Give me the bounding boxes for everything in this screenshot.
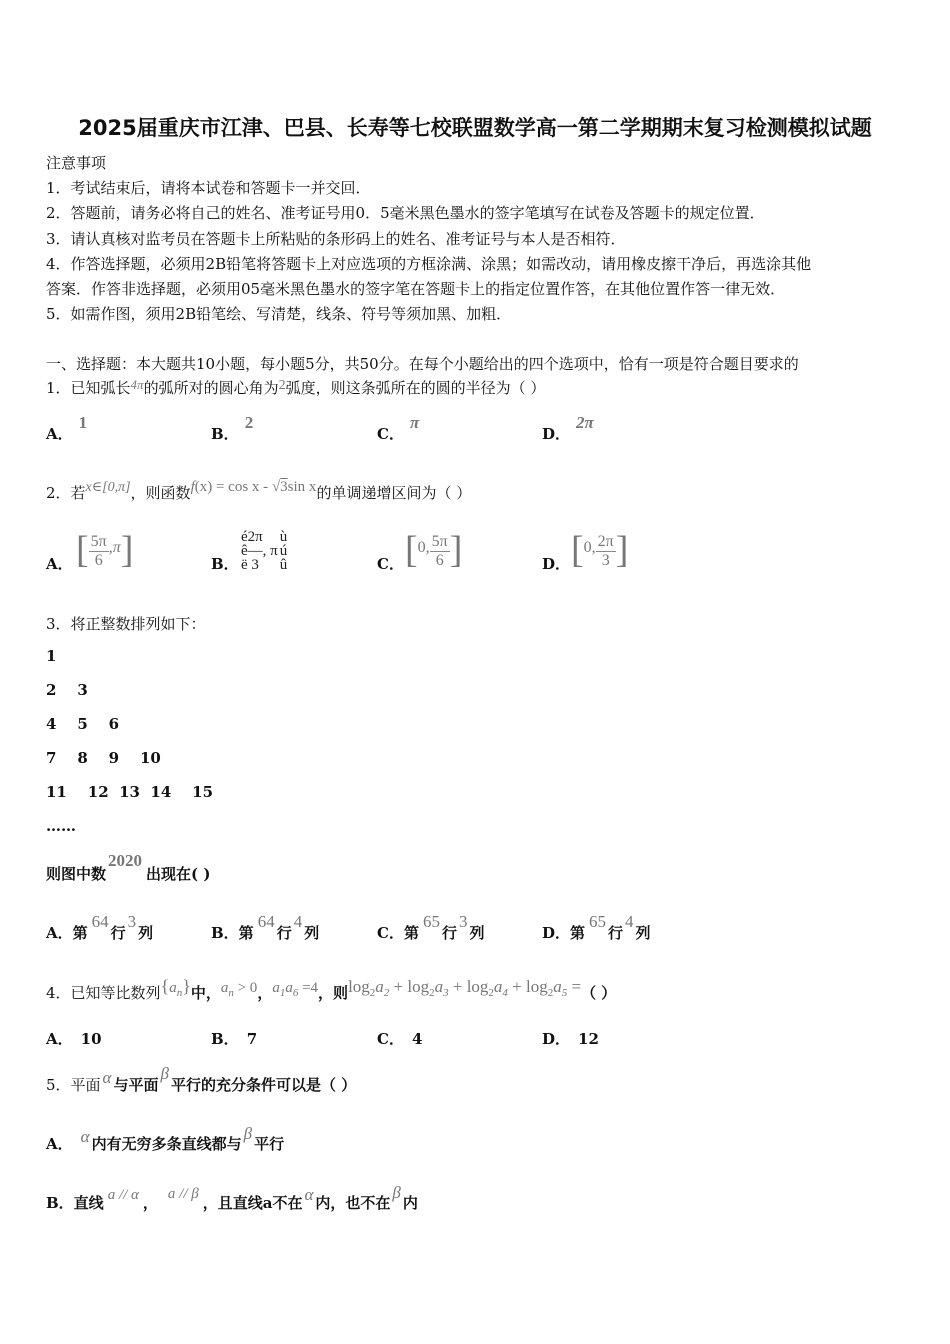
- notice-item: 1．考试结束后，请将本试卷和答题卡一并交回．: [46, 179, 371, 197]
- q5-option-a[interactable]: A． α 内有无穷多条直线都与β平行: [46, 1124, 285, 1153]
- q5-option-b[interactable]: B．直线 a // α ， a // β ，且直线a不在 α 内，也不在β内: [46, 1183, 418, 1212]
- q2-option-b-math: é2π ê—, π ë 3 ù ú û: [241, 529, 288, 573]
- triangle-row: 7 8 9 10: [46, 749, 161, 767]
- triangle-row: 4 5 6: [46, 715, 120, 733]
- triangle-row: ……: [46, 817, 76, 835]
- notice-item: 5．如需作图，须用2B铅笔绘、写清楚，线条、符号等须加黑、加粗．: [46, 305, 512, 323]
- q2-option-a[interactable]: A．: [46, 555, 73, 573]
- notice-item: 4．作答选择题，必须用2B铅笔将答题卡上对应选项的方框涂满、涂黑；如需改动，请用橡皮擦干净后，再选涂其他: [46, 255, 812, 273]
- question-2: 2．若x∈[0,π]，则函数f(x) = cos x - √3sin x的单调递增区间为（ ）: [46, 479, 472, 502]
- q3-option-d[interactable]: D．第65行4列: [542, 912, 651, 942]
- triangle-row: 11 12 13 14 15: [46, 783, 214, 801]
- q2-option-d-math: [0, $\frac{2\pi}{3}$ ]: [571, 529, 629, 571]
- notice-item: 答案．作答非选择题，必须用05毫米黑色墨水的签字笔在答题卡上的指定位置作答，在其他位置作答一律无效．: [46, 280, 786, 298]
- q1-option-c[interactable]: C．π: [377, 413, 420, 443]
- triangle-row: 1: [46, 647, 57, 665]
- notice-heading: 注意事项: [46, 154, 107, 172]
- q2-option-d[interactable]: D．: [542, 555, 571, 573]
- q4-option-d[interactable]: D． 12: [542, 1030, 599, 1048]
- question-4: 4．已知等比数列$\{a_n\}$中，$a_n > 0$，$a_1a_6 =4$，则$\log_2a_2 + \log_2a_3 + \log_2a_4 + \log_2a_5$ =（ ）: [46, 976, 617, 1002]
- triangle-row: 2 3: [46, 681, 88, 699]
- question-3: 3．将正整数排列如下：: [46, 615, 206, 633]
- notice-item: 3．请认真核对监考员在答题卡上所粘贴的条形码上的姓名、准考证号与本人是否相符．: [46, 230, 626, 248]
- q3-option-c[interactable]: C．第65行3列: [377, 912, 485, 942]
- q3-option-b[interactable]: B．第64行4列: [211, 912, 320, 942]
- q1-option-a[interactable]: A．1: [46, 413, 88, 443]
- q4-option-a[interactable]: A． 10: [46, 1030, 102, 1048]
- page-title: 2025届重庆市江津、巴县、长寿等七校联盟数学高一第二学期期末复习检测模拟试题: [78, 116, 872, 140]
- q3-prompt: 则图中数2020出现在( ): [46, 851, 211, 883]
- q2-option-b[interactable]: B．: [211, 555, 239, 573]
- q4-option-c[interactable]: C． 4: [377, 1030, 423, 1048]
- q2-option-c-math: [0, $\frac{5\pi}{6}$ ]: [405, 529, 463, 571]
- q2-option-a-math: [ $\frac{5\pi}{6}$ ,π]: [76, 529, 134, 571]
- q1-option-b[interactable]: B．2: [211, 413, 254, 443]
- section-heading: 一、选择题：本大题共10小题，每小题5分，共50分。在每个小题给出的四个选项中，恰有一项是符合题目要求的: [46, 355, 799, 373]
- question-5: 5．平面 α 与平面β平行的充分条件可以是（ ）: [46, 1064, 357, 1094]
- q4-option-b[interactable]: B． 7: [211, 1030, 258, 1048]
- q2-option-c[interactable]: C．: [377, 555, 404, 573]
- question-1: 1．已知弧长4π的弧所对的圆心角为2弧度，则这条弧所在的圆的半径为（ ）: [46, 377, 546, 397]
- q3-option-a[interactable]: A．第64行3列: [46, 912, 154, 942]
- q1-option-d[interactable]: D．2π: [542, 413, 594, 443]
- notice-item: 2．答题前，请务必将自己的姓名、准考证号用0．5毫米黑色墨水的签字笔填写在试卷及答题卡的规定位置．: [46, 204, 765, 222]
